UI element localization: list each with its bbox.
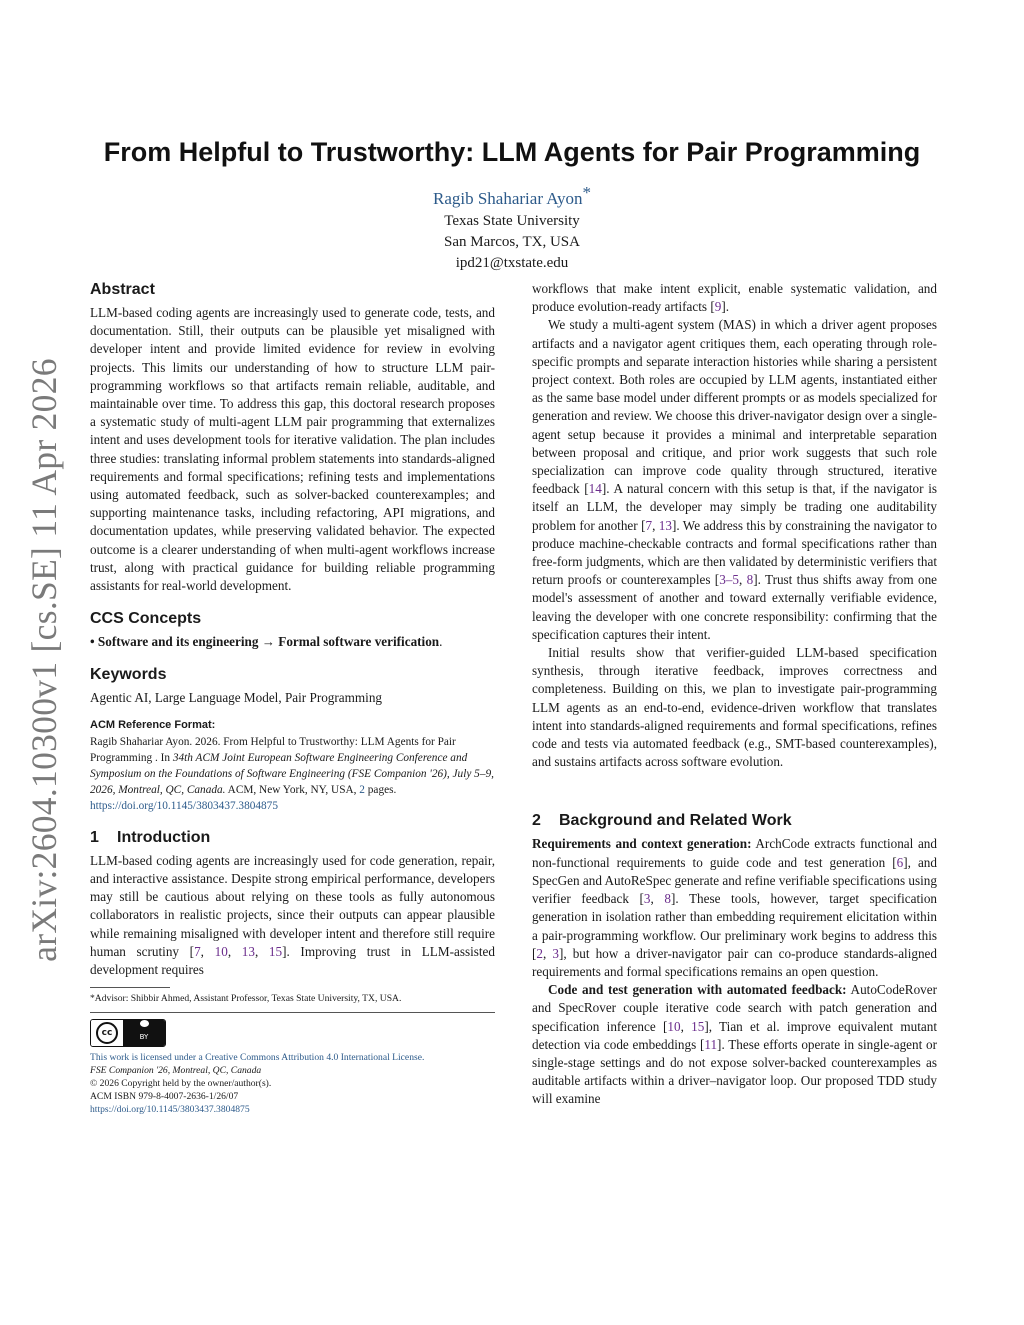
citation-link[interactable]: 11 (704, 1036, 718, 1052)
requirements-paragraph: Requirements and context generation: ArchCode extracts functional and non-functional requirements to guide code and test generation [6], and SpecGen and AutoReSpec generate and refine verifiable specifications using verifier feedback [3, 8]. These tools, however, target specification generation in isolation rather than embedding requirement elicitation within a pair-programming workflow. Our preliminary work begins to address this [2, 3], but how a driver-navigator pair can co-produce standards-aligned requirements and formal specifications remains an open question. (532, 836, 938, 979)
arxiv-identifier-text: arXiv:2604.10300v1 [cs.SE] 11 Apr 2026 (24, 358, 64, 962)
acm-ref-part2: ACM, New York, NY, USA, (225, 783, 360, 796)
section-title: Background and Related Work (559, 812, 792, 830)
citation-link[interactable]: 13 (658, 517, 672, 533)
citation-link[interactable]: 9 (714, 299, 722, 315)
section-number: 2 (532, 812, 541, 830)
ccs-heading: CCS Concepts (90, 610, 202, 628)
introduction-text: LLM-based coding agents are increasingly used for code generation, repair, and interactive assistance. Despite strong empirical performance, developers may still be cautious about relying on these tools as fully autonomous collaborators in realistic projects, since their outputs can appear plausible while remaining misaligned with developer intent and therefore still require human scrutiny [7, 10, 13, 15]. Improving trust in LLM-assisted development requires (90, 852, 496, 978)
requirements-lead: Requirements and context generation: (532, 836, 752, 852)
citation-link[interactable]: 7 (194, 943, 201, 959)
license-divider (90, 1012, 495, 1013)
cg-text-c: ]. These efforts operate in single-agent or single-stage settings and do not expose solver-backed counterexamples as auditable artifacts within a driver–navigator loop. Our proposed TDD study will examine (532, 1036, 937, 1107)
citation-link[interactable]: 15 (268, 943, 283, 959)
footnote-divider (90, 987, 170, 988)
license-info (90, 1051, 495, 1116)
intro-cont-text: workflows that make intent explicit, enable systematic validation, and produce evolution-ready artifacts [ (532, 281, 937, 315)
paper-title: From Helpful to Trustworthy: LLM Agents for Pair Programming (103, 137, 921, 167)
acm-ref-pages-link[interactable]: 2 (359, 783, 365, 796)
license-doi-link[interactable]: https://doi.org/10.1145/3803437.3804875 (90, 1104, 250, 1116)
author-affiliation: Texas State University (444, 213, 580, 229)
citation-link[interactable]: 2 (536, 945, 543, 961)
author-line (60, 182, 964, 211)
ccs-end: . (439, 634, 443, 650)
mas-paragraph: We study a multi-agent system (MAS) in which a driver agent proposes artifacts and a navigator agent critiques them, each operating through role-specific prompts and separate interaction histories while sharing a persistent project context. Both roles are occupied by LLM agents, instantiated either as the same base model under different prompts or as models specialized for generation and review. We choose this driver-navigator design over a single-agent setup because it provides a minimal and interpretable separation between proposal and critique, and prior work suggests that such role specialization can improve code quality through structured, iterative feedback [14]. A natural concern with this setup is that, if the navigator is itself an LLM, the developer may simply be trading one auditability problem for another [7, 13]. We address this by constraining the navigator to produce machine-checkable contracts and formal specifications rather than free-form judgments, which are then validated by deterministic verifiers that return proofs or counterexamples [3–5, 8]. Trust thus shifts away from one model's assessment of another and toward externally verifiable evidence, leaving the developer with one concrete responsibility: confirming that the specification captures their intent. (532, 317, 938, 642)
codegen-lead: Code and test generation with automated feedback: (548, 982, 847, 998)
cc-logo-text: cc (96, 1022, 118, 1044)
acm-reference-heading: ACM Reference Format: (90, 718, 216, 731)
person-icon (140, 1020, 149, 1027)
citation-link[interactable]: 10 (214, 943, 228, 959)
citation-link[interactable]: 13 (241, 943, 255, 959)
section-title: Introduction (117, 828, 211, 846)
citation-link[interactable]: 8 (664, 891, 671, 907)
by-attribution-icon (123, 1020, 165, 1046)
ccs-concepts (90, 633, 495, 651)
license-venue: FSE Companion '26, Montreal, QC, Canada (90, 1065, 262, 1077)
acm-ref-doi-link[interactable]: https://doi.org/10.1145/3803437.3804875 (90, 799, 278, 812)
keywords-text: Agentic AI, Large Language Model, Pair Programming (90, 690, 383, 706)
cc-logo-icon (91, 1020, 123, 1046)
acm-ref-part1: Ragib Shahariar Ayon. 2026. From Helpful to Trustworthy: LLM Agents for Pair Programming . In (90, 735, 456, 764)
citation-link[interactable]: 15 (691, 1018, 705, 1034)
arxiv-identifier-stamp (14, 358, 74, 962)
introduction-heading (90, 828, 495, 848)
abstract-text: LLM-based coding agents are increasingly used to generate code, tests, and documentation. Still, their outputs can be plausible yet misaligned with developer intent and provide limited evidence for review in evolving projects. This limits our understanding of how to structure LLM pair-programming workflows so that artifacts remain reliable, auditable, and maintainable over time. To address this gap, this doctoral research proposes a systematic study of multi-agent LLM pair programming that externalizes intent and uses development tools for iterative validation. The plan includes three studies: translating informal problem statements into standards-aligned requirements and formal specifications; refining tests and implementations using automated feedback, such as solver-backed counterexamples; and supporting maintenance tasks, including refactoring, API migrations, and documentation updates, while preserving validated behavior. The expected outcome is a clearer understanding of when multi-agent workflows increase trust, along with practical guidance for building reliable programming assistants for real-world development. (90, 305, 495, 594)
cg-text-a: AutoCodeRover and SpecRover couple iterative code search with patch generation and specification inference [ (532, 982, 937, 1034)
cc-by-license-badge-icon[interactable] (90, 1019, 166, 1047)
left-column (90, 280, 495, 1116)
background-heading (532, 811, 937, 831)
author-block (60, 182, 964, 274)
author-location: San Marcos, TX, USA (444, 234, 580, 250)
mas-text-b: ]. A natural concern with this setup is that, if the navigator is itself an LLM, the developer may simply be trading one auditability problem for another [ (532, 481, 937, 533)
citation-link[interactable]: 14 (588, 481, 602, 497)
citation-link[interactable]: 3–5 (719, 572, 739, 588)
cg-text-b: ], Tian et al. improve equivalent mutant detection via code embeddings [ (532, 1018, 937, 1052)
rc-text-c: ]. These tools, however, target specification generation in isolation rather than embedding requirement elicitation within a pair-programming workflow. Our preliminary work begins to address this [ (532, 891, 938, 961)
initial-results-paragraph: Initial results show that verifier-guided LLM-based specification synthesis, through iterative feedback, improves correctness and completeness. Building on this, we plan to investigate pair-programming LLM agents as an end-to-end, evidence-driven workflow that translates intent into standards-aligned requirements and formal specifications, refines code and tests via automated feedback (e.g., SMT-based counterexamples), and sustains artifacts across software evolution. (532, 645, 937, 770)
acm-ref-venue: 34th ACM Joint European Software Engineering Conference and Symposium on the Foundations of Software Engineering (FSE Companion '26), July 5–9, 2026, Montreal, QC, Canada. (90, 751, 494, 796)
rc-text-d: ], but how a driver-navigator pair can co-produce standards-aligned requirements and formal specifications remains an open question. (532, 945, 938, 979)
rc-text-b: ], and SpecGen and AutoReSpec generate and refine verifiable specifications using verifier feedback [ (532, 854, 937, 907)
author-name[interactable]: Ragib Shahariar Ayon (432, 189, 583, 208)
author-email: ipd21@txstate.edu (455, 255, 569, 271)
intro-body: LLM-based coding agents are increasingly used for code generation, repair, and interactive assistance. Despite strong empirical performance, developers may still be cautious about relying on these tools as fully autonomous collaborators in realistic projects, since their outputs can appear plausible while remaining misaligned with developer intent and therefore still require human scrutiny [ (90, 852, 495, 959)
author-footnote-mark: * (582, 183, 592, 202)
intro-body-end: ]. Improving trust in LLM-assisted development requires (90, 943, 496, 978)
citation-link[interactable]: 3 (643, 891, 651, 907)
right-column (532, 280, 937, 1109)
license-link[interactable]: This work is licensed under a Creative Commons Attribution 4.0 International License. (90, 1052, 425, 1064)
mas-text-a: We study a multi-agent system (MAS) in which a driver agent proposes artifacts and a navigator agent critiques them, each operating through role-specific prompts and separate interaction histories while sharing a persistent project context. Both roles are occupied by LLM agents, instantiated either as the same base model under different prompts or as models specialized for generation and review. We choose this driver-navigator design over a single-agent setup because it provides a minimal and interpretable separation between proposal and critique, and prior work suggests that such role specialization can improve code quality through structured, iterative feedback [ (532, 317, 937, 497)
by-text: BY (139, 1033, 149, 1042)
mas-text-d: ]. Trust thus shifts away from one model's assessment of another and toward externally verifiable evidence, leaving the developer with one concrete responsibility: confirming that the specification captures their intent. (532, 572, 938, 642)
section-number: 1 (90, 828, 99, 846)
abstract-heading: Abstract (90, 281, 155, 298)
citation-link[interactable]: 3 (552, 945, 559, 961)
ccs-concept-text: • Software and its engineering → Formal software verification (90, 634, 440, 650)
acm-ref-pages-word: pages. (364, 783, 397, 796)
citation-link[interactable]: 7 (645, 517, 653, 533)
citation-link[interactable]: 10 (667, 1018, 681, 1034)
mas-text-c: ]. We address this by constraining the navigator to produce machine-checkable contracts and formal specifications rather than free-form judgments, which are then validated by deterministic verifiers that return proofs or counterexamples [ (532, 517, 937, 588)
rc-text-a: ArchCode extracts functional and non-functional requirements to guide code and test generation [ (532, 836, 937, 870)
license-isbn: ACM ISBN 979-8-4007-2636-1/26/07 (90, 1091, 239, 1103)
acm-reference-text (90, 734, 495, 814)
license-copyright: © 2026 Copyright held by the owner/author(s). (90, 1078, 272, 1090)
intro-continuation (532, 280, 937, 316)
keywords-heading: Keywords (90, 666, 167, 684)
codegen-paragraph: Code and test generation with automated feedback: AutoCodeRover and SpecRover couple iterative code search with patch generation and specification inference [10, 15], Tian et al. improve equivalent mutant detection via code embeddings [11]. These efforts operate in single-agent or single-stage settings and do not expose solver-backed counterexamples as auditable artifacts within a driver–navigator loop. Our proposed TDD study will examine (532, 982, 937, 1107)
intro-cont-end: ]. (721, 299, 730, 315)
advisor-footnote: *Advisor: Shibbir Ahmed, Assistant Professor, Texas State University, TX, USA. (90, 993, 402, 1005)
citation-link[interactable]: 8 (746, 572, 754, 588)
citation-link[interactable]: 6 (896, 854, 904, 870)
